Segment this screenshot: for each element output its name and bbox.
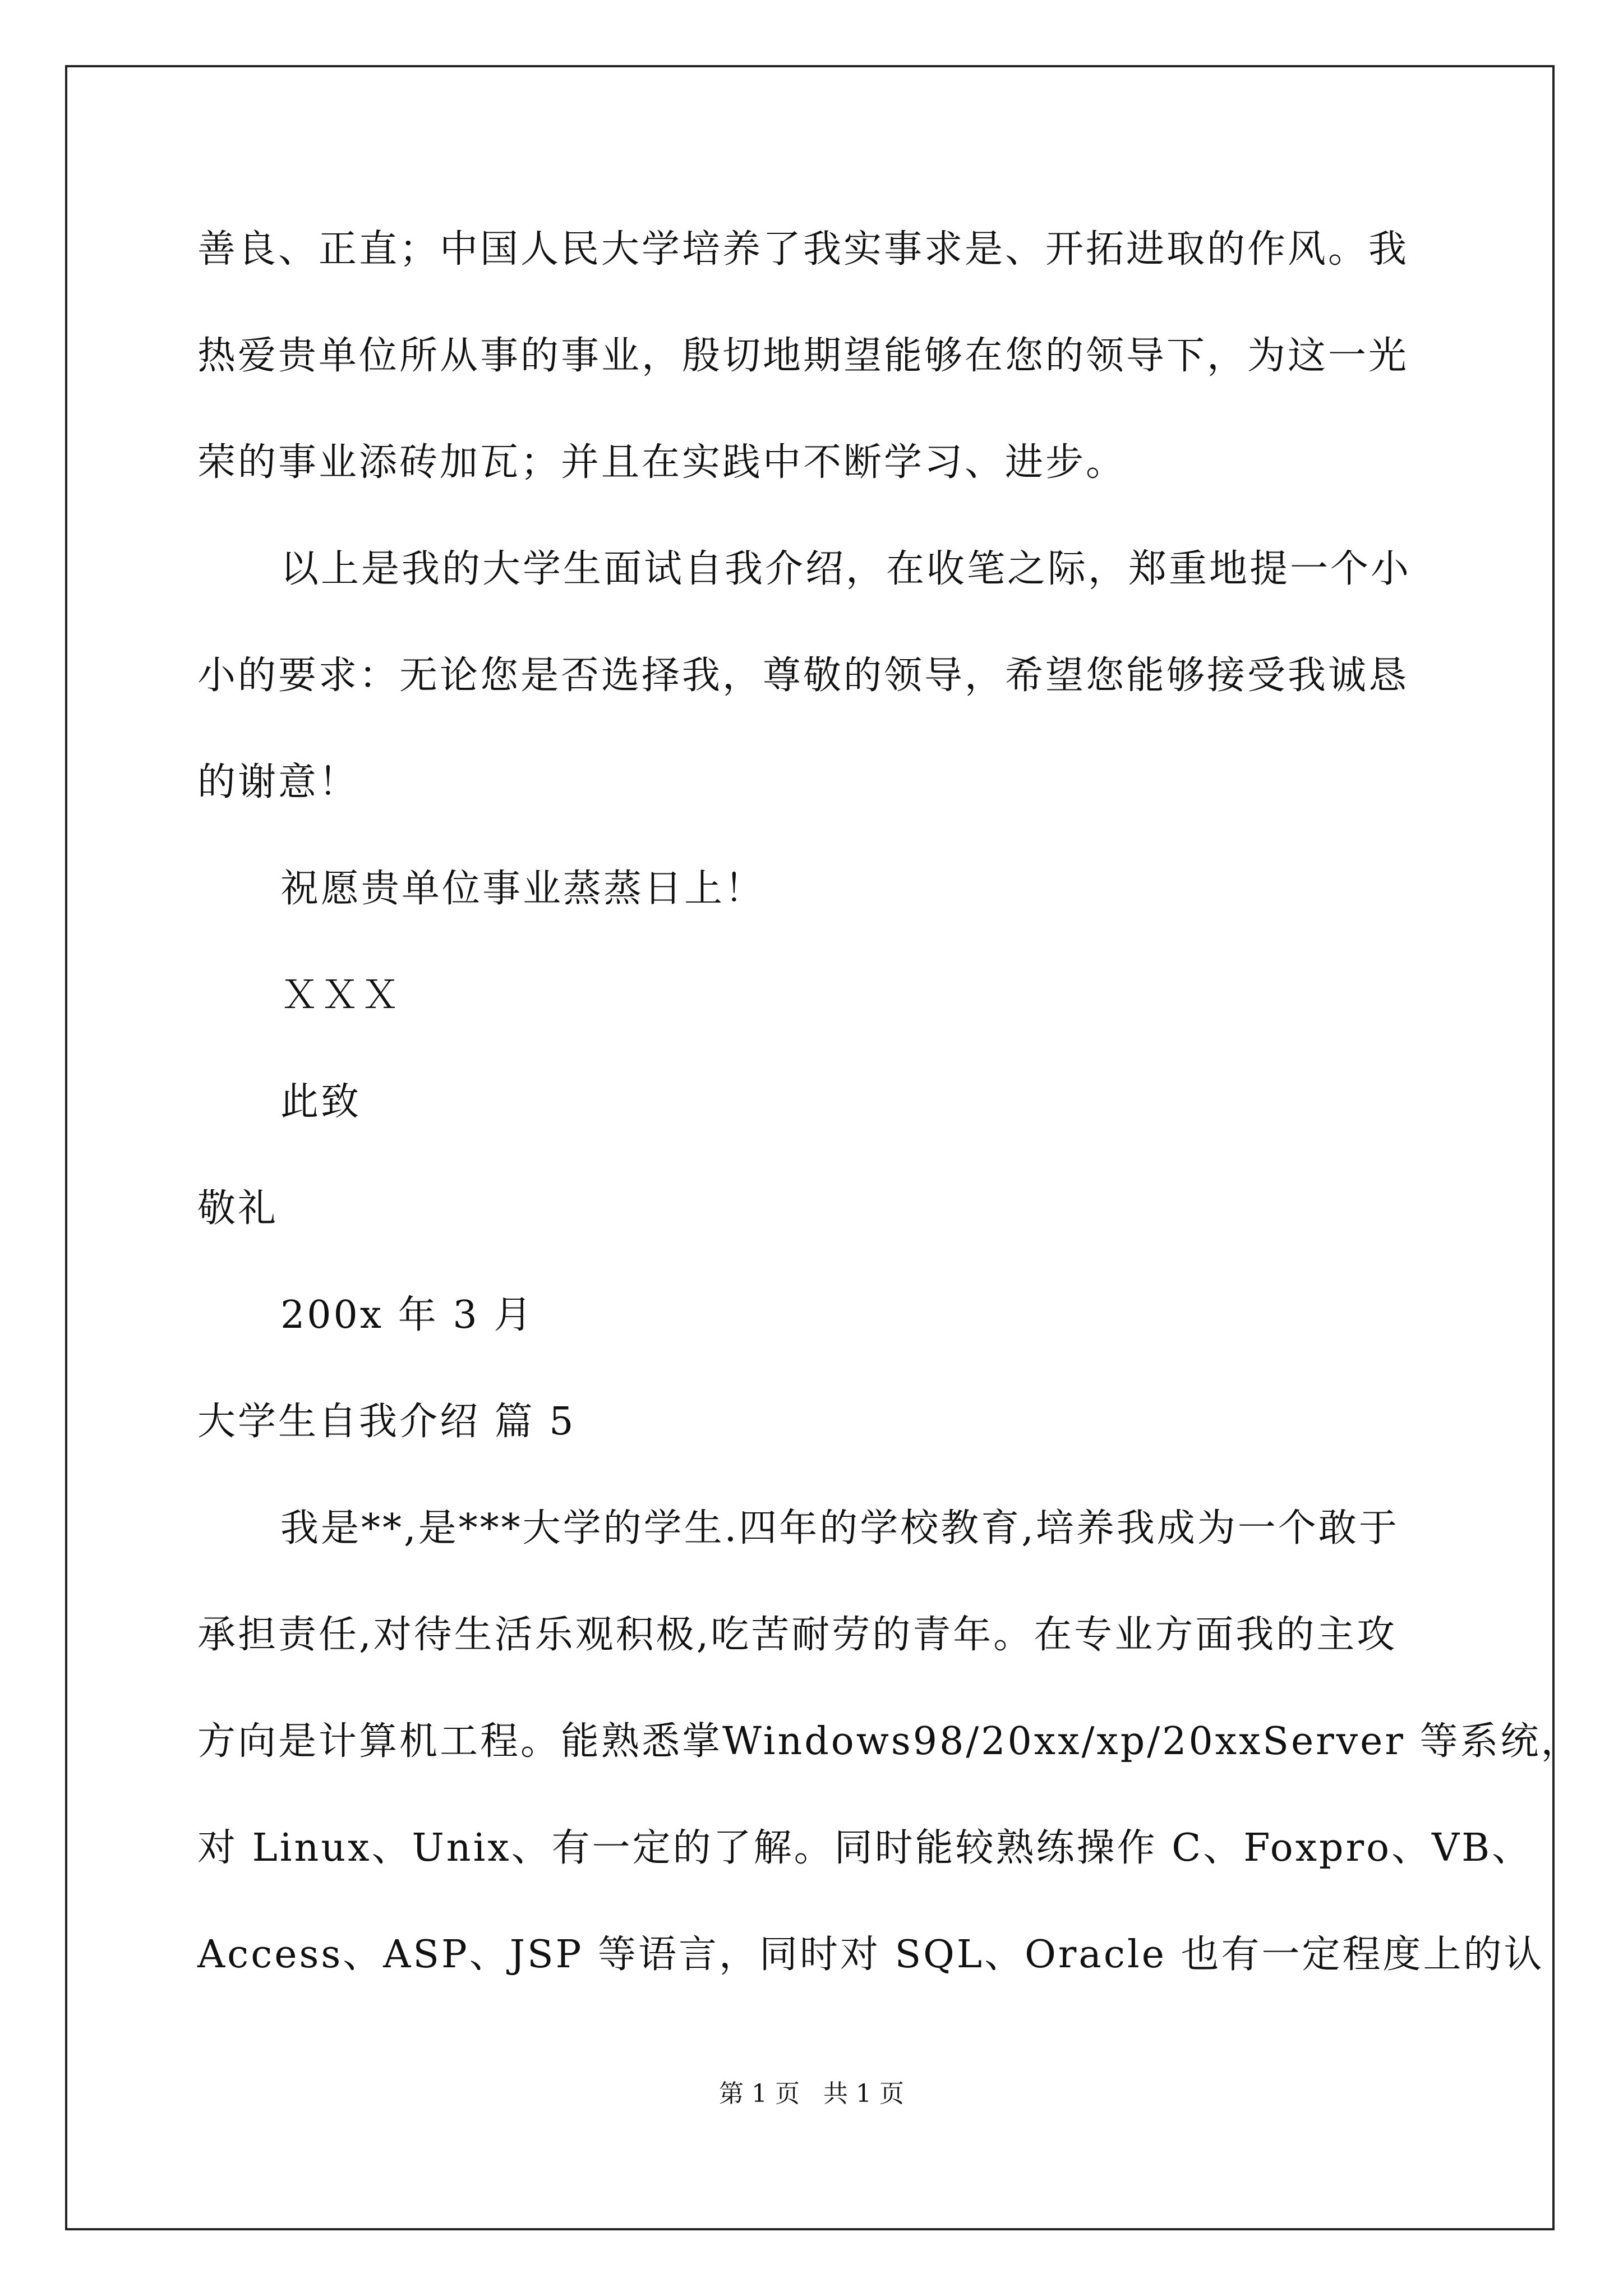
body-line-5: 小的要求：无论您是否选择我，尊敬的领导，希望您能够接受我诚恳: [197, 654, 1409, 698]
body-line-14: 承担责任,对待生活乐观积极,吃苦耐劳的青年。在专业方面我的主攻: [197, 1613, 1398, 1657]
body-line-13: 我是**,是***大学的学生.四年的学校教育,培养我成为一个敢于: [280, 1506, 1399, 1550]
body-line-4: 以上是我的大学生面试自我介绍，在收笔之际，郑重地提一个小: [280, 547, 1412, 591]
signature-name: ＸＸＸ: [280, 973, 402, 1018]
closing-respect: 敬礼: [197, 1186, 279, 1231]
page-border: [65, 65, 1555, 2230]
closing-salutation: 此致: [280, 1080, 362, 1124]
page-footer: 第 1 页 共 1 页: [719, 2079, 904, 2108]
body-line-16: 对 Linux、Unix、有一定的了解。同时能较熟练操作 C、Foxpro、VB、: [197, 1826, 1533, 1870]
body-line-17: Access、ASP、JSP 等语言，同时对 SQL、Oracle 也有一定程度上的认: [197, 1932, 1544, 1977]
body-line-2: 热爱贵单位所从事的事业，殷切地期望能够在您的领导下，为这一光: [197, 334, 1409, 378]
body-line-7: 祝愿贵单位事业蒸蒸日上！: [280, 867, 766, 911]
body-line-15: 方向是计算机工程。能熟悉掌Windows98/20xx/xp/20xxServer 等系统，: [197, 1719, 1581, 1764]
letter-date: 200x 年 3 月: [280, 1293, 534, 1337]
body-line-1: 善良、正直；中国人民大学培养了我实事求是、开拓进取的作风。我: [197, 227, 1409, 272]
body-line-6: 的谢意！: [197, 760, 359, 804]
body-line-3: 荣的事业添砖加瓦；并且在实践中不断学习、进步。: [197, 440, 1127, 485]
section-heading: 大学生自我介绍 篇 5: [197, 1400, 576, 1444]
